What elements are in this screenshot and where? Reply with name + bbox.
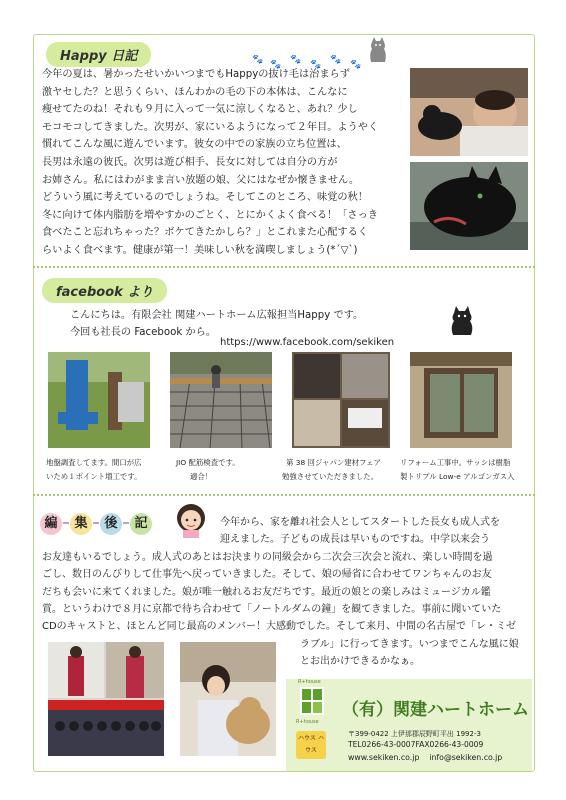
company-logo-top-text: R+house [298,679,321,685]
title-char: 編 [40,513,62,535]
text-line: お友達もいるでしょう。成人式のあとはお決まりの同級会から二次会三次会と流れ、楽しい時間を過 [42,552,493,563]
text-line: 痩せてたのね！それも９月に入って一気に涼しくなると、あれ？少し [42,104,358,116]
photo-renovation-window [410,352,512,448]
text-line: お姉さん。私にはわがまま言い放題の娘、父にはなぜか懐きません。 [42,174,360,186]
text-line: 迎えました。子どもの成長は早いものですね。中学以来会う [220,534,490,546]
caption-line: JIO 配筋検査です。 [176,458,240,467]
text-line: 今回も社長の Facebook から。 [70,326,217,338]
company-logo-mid-text: R+house [296,719,319,725]
text-line: 長男は永遠の彼氏。次男は遊び相手、長女に対しては自分の方が [42,156,338,168]
text-line: ラブル」に行ってきます。いつまでこんな風に娘 [300,639,519,650]
photo-daughter-with-dog [180,642,276,756]
photo-caption [46,456,156,484]
editors-note-title [40,512,152,535]
editors-note-tail [300,636,530,671]
caption-line: 第 38 回ジャパン建材フェア [286,458,381,467]
photo-caption [176,456,276,484]
text-line: こんにちは。有限会社 関建ハートホーム広報担当Happy です。 [70,310,364,321]
photo-caption [400,456,530,484]
text-line: だちも会いに来てくれました。娘が唯一触れるお友だちです。最近の娘との楽しみはミュージカル鑑 [42,586,491,598]
text-line: どういう風に考えているのでしょうね。そしてこのところ、味覚の秋！ [42,192,368,204]
section-divider [33,494,535,496]
cat-sitting-icon [368,36,388,64]
company-logo-icon [300,687,324,715]
company-info-box [286,679,532,771]
text-line: とお出かけできるかなぁ。 [300,656,420,668]
caption-line: 製トリプル Low-e アルゴンガス入 [400,472,515,481]
text-line: 賞。というわけで８月に京都で待ち合わせて「ノートルダムの鐘」を観てきました。事前に聞いていた [42,603,502,615]
photo-coming-of-age-ceremony [48,642,164,756]
company-address: 〒399-0422 上伊那郡辰野町平出 1992-3 [348,730,481,738]
text-line: 今年の夏は、暑かったせいかいつまでもHappyの抜け毛は治まらず [42,69,350,80]
title-char: 集 [70,513,92,535]
editors-note-text [42,549,534,635]
happy-diary-text [42,66,412,260]
text-line: 食べたこと忘れちゃった？ボケてきたかしら？」とこれまた心配するく [42,227,368,239]
title-char: 記 [130,513,152,535]
caption-line: 地盤調査してます。間口が広 [46,458,142,467]
title-char: 後 [100,513,122,535]
black-cat-icon [449,305,475,337]
company-phone-fax: TEL0266-43-0007FAX0266-43-0009 [348,740,484,749]
company-name: （有）関建ハートホーム [342,700,529,720]
happy-diary-title: Happy 日記 [46,42,151,67]
text-line: 激ヤセした？と思うくらい、ほんわかの毛の下の本体は、こんなに [42,86,348,98]
photo-man-with-black-cat [410,68,528,156]
photo-ground-survey [48,352,150,448]
text-line: 冬に向けて体内脂肪を増やすかのごとく、とにかくよく食べる！「さっき [42,209,378,221]
facebook-title: facebook より [42,278,167,303]
photo-rebar-inspection [170,352,272,448]
company-house-logo: ハウス ハウス [296,731,326,759]
photo-building-materials-fair [292,352,390,448]
photo-black-cat-closeup [410,162,528,250]
caption-line: リフォーム工事中。サッシは樹脂 [400,458,511,467]
text-line: ごし、数日のんびりして仕事先へ戻っていきました。そして、娘の帰省に合わせてワンちゃんのお友 [42,569,492,581]
section-divider [33,266,535,268]
text-line: らいよく食べます。健康が第一！美味しい秋を満喫しましょう(*´▽`) [42,244,358,256]
text-line: 慣れてこんな風に遊んでいます。彼女の中での家族の立ち位置は、 [42,139,347,151]
text-line: CDのキャストと、ほとんど同じ最高のメンバー！大感動でした。そして来月、中間の名古屋で「レ・ミゼ [42,621,516,633]
photo-caption [282,456,400,484]
text-line: モコモコしてきました。次男が、家にいるようになって２年目。ようやく [42,121,379,133]
caption-line: いため１ポイント増工です。 [46,472,142,481]
girl-avatar-icon [174,502,208,538]
editors-note-intro [220,514,530,549]
caption-line: 勉強させていただきました。 [282,472,379,481]
text-line: 今年から、家を離れ社会人としてスタートした長女も成人式を [220,517,500,528]
facebook-url-link[interactable]: https://www.facebook.com/sekiken [220,337,395,348]
company-web-email[interactable]: www.sekiken.co.jp info@sekiken.co.jp [348,753,503,762]
caption-line: 適合！ [190,472,213,481]
